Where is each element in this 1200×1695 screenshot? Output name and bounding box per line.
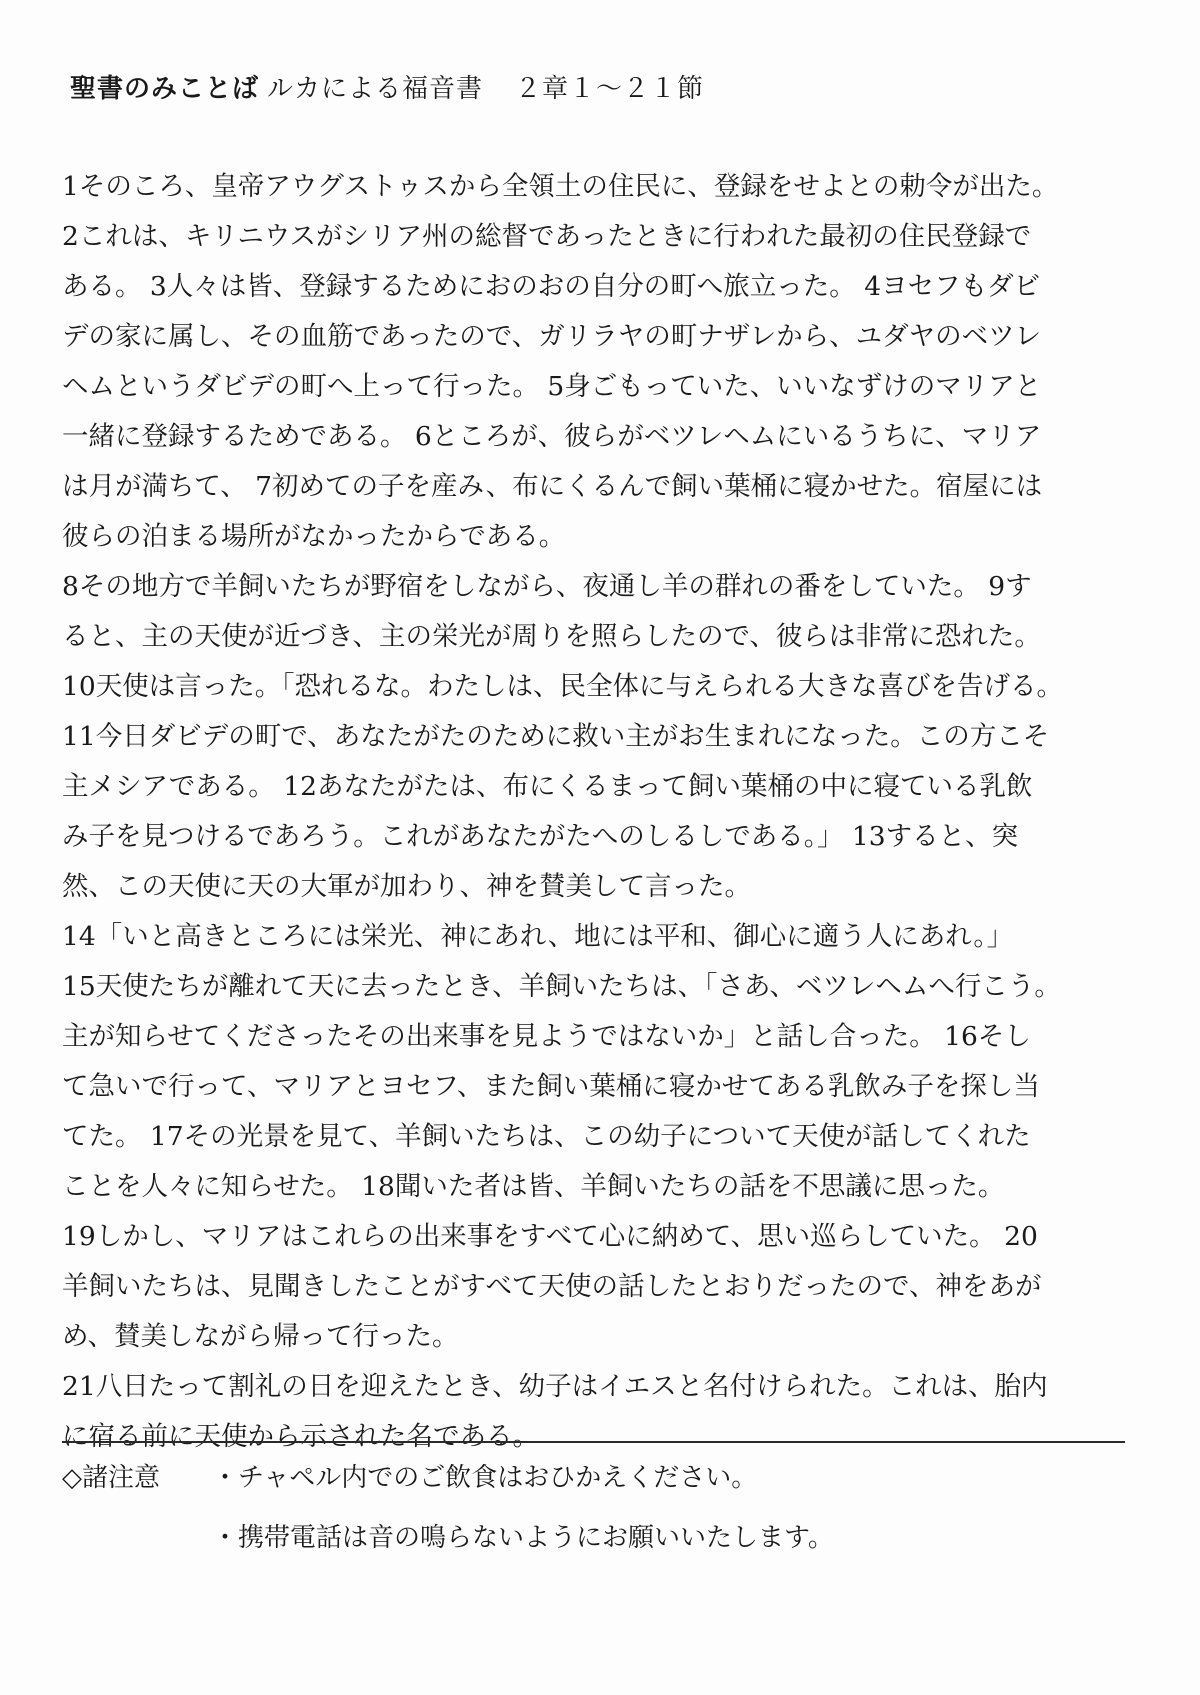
heading-book: ルカによる福音書 [267,74,484,104]
scripture-line: デの家に属し、その血筋であったので、ガリラヤの町ナザレから、ユダヤのベツレ [62,321,1042,352]
scripture-line: 主メシアである。 12あなたがたは、布にくるまって飼い葉桶の中に寝ている乳飲 [62,771,1033,802]
scripture-line: てた。 17その光景を見て、羊飼いたちは、この幼子について天使が話してくれた [62,1121,1031,1152]
scripture-line: 羊飼いたちは、見聞きしたことがすべて天使の話したとおりだったので、神をあが [62,1271,1042,1302]
scripture-line: み子を見つけるであろう。これがあなたがたへのしるしである。」 13すると、突 [62,821,1019,852]
scripture-line: 10天使は言った。「恐れるな。わたしは、民全体に与えられる大きな喜びを告げる。 [62,671,1063,702]
notice-row [62,1508,1142,1568]
notice-label: ◇諸注意 [62,1463,160,1493]
scripture-line: 8その地方で羊飼いたちが野宿をしながら、夜通し羊の群れの番をしていた。 9す [62,571,1032,602]
notice-item: ・携帯電話は音の鳴らないようにお願いいたします。 [212,1523,834,1553]
scripture-line: 19しかし、マリアはこれらの出来事をすべて心に納めて、思い巡らしていた。 20 [62,1221,1038,1252]
scripture-line: 14「いと高きところには栄光、神にあれ、地には平和、御心に適う人にあれ。」 [62,921,1014,952]
scripture-line: ると、主の天使が近づき、主の栄光が周りを照らしたので、彼らは非常に恐れた。 [62,621,1041,652]
scripture-line: て急いで行って、マリアとヨセフ、また飼い葉桶に寝かせてある乳飲み子を探し当 [62,1071,1040,1102]
notice-row [62,1448,1142,1508]
notice-section [62,1448,1142,1568]
scripture-line: 1そのころ、皇帝アウグストゥスから全領土の住民に、登録をせよとの勅令が出た。 [62,171,1059,202]
scripture-line: め、賛美しながら帰って行った。 [62,1321,459,1352]
page-heading [70,68,704,105]
scripture-line: 一緒に登録するためである。 6ところが、彼らがベツレヘムにいるうちに、マリア [62,421,1042,452]
heading-chapter: ２章１～２１節 [515,74,705,104]
heading-title: 聖書のみことば [70,74,260,104]
scripture-line: ヘムというダビデの町へ上って行った。 5身ごもっていた、いいなずけのマリアと [62,371,1042,402]
section-divider [62,1441,1125,1443]
scripture-line: ある。 3人々は皆、登録するためにおのおの自分の町へ旅立った。 4ヨセフもダビ [62,271,1041,302]
scripture-line: 11今日ダビデの町で、あなたがたのために救い主がお生まれになった。この方こそ [62,721,1050,752]
scripture-line: に宿る前に天使から示された名である。 [62,1421,539,1452]
scripture-line: ことを人々に知らせた。 18聞いた者は皆、羊飼いたちの話を不思議に思った。 [62,1171,1005,1202]
scripture-line: 21八日たって割礼の日を迎えたとき、幼子はイエスと名付けられた。これは、胎内 [62,1371,1048,1402]
scripture-line: 2これは、キリニウスがシリア州の総督であったときに行われた最初の住民登録で [62,221,1032,252]
scripture-line: は月が満ちて、 7初めての子を産み、布にくるんで飼い葉桶に寝かせた。宿屋には [62,471,1043,502]
notice-item: ・チャペル内でのご飲食はおひかえください。 [212,1463,758,1493]
scripture-text [62,162,1162,1462]
scripture-line: 15天使たちが離れて天に去ったとき、羊飼いたちは、「さあ、ベツレヘムへ行こう。 [62,971,1061,1002]
scripture-line: 彼らの泊まる場所がなかったからである。 [62,521,566,552]
scripture-line: 然、この天使に天の大軍が加わり、神を賛美して言った。 [62,871,751,902]
scripture-line: 主が知らせてくださったその出来事を見ようではないか」と話し合った。 16そし [62,1021,1031,1052]
